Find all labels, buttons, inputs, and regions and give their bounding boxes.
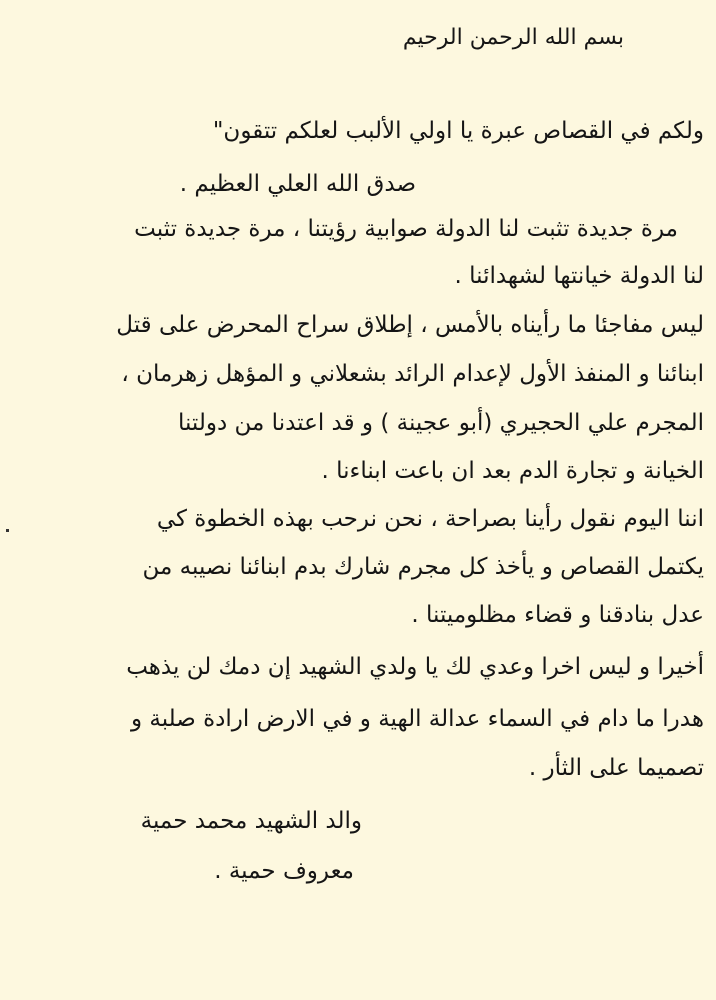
paragraph-4-line-1: أخيرا و ليس اخرا وعدي لك يا ولدي الشهيد إن دمك لن يذهب: [126, 654, 704, 680]
basmala-heading: بسم الله الرحمن الرحيم: [402, 25, 624, 50]
paragraph-3-line-1: اننا اليوم نقول رأينا بصراحة ، نحن نرحب بهذه الخطوة كي: [156, 506, 704, 532]
paragraph-4-line-2: هدرا ما دام في السماء عدالة الهية و في الارض ارادة صلبة و: [130, 706, 704, 732]
paragraph-2-line-2: ابنائنا و المنفذ الأول لإعدام الرائد بشعلاني و المؤهل زهرمان ،: [121, 361, 704, 387]
quran-quote-line: ولكم في القصاص عبرة يا اولي الألبب لعلكم تتقون": [212, 118, 704, 144]
paragraph-2-line-3: المجرم علي الحجيري (أبو عجينة ) و قد اعتدنا من دولتنا: [177, 410, 704, 436]
signature-title: والد الشهيد محمد حمية: [140, 808, 362, 834]
paragraph-4-line-3: تصميما على الثأر .: [528, 755, 704, 781]
paragraph-3-line-2: يكتمل القصاص و يأخذ كل مجرم شارك بدم ابنائنا نصيبه من: [142, 554, 704, 580]
stray-ink-mark: [6, 529, 9, 532]
quran-quote-closing: صدق الله العلي العظيم .: [179, 171, 416, 197]
paragraph-2-line-1: ليس مفاجئا ما رأيناه بالأمس ، إطلاق سراح المحرض على قتل: [116, 312, 704, 338]
signature-name: معروف حمية .: [214, 858, 354, 884]
paragraph-1-line-2: لنا الدولة خيانتها لشهدائنا .: [454, 263, 704, 289]
paragraph-1-line-1: مرة جديدة تثبت لنا الدولة صوابية رؤيتنا ، مرة جديدة تثبت: [134, 216, 678, 242]
paragraph-3-line-3: عدل بنادقنا و قضاء مظلوميتنا .: [411, 602, 704, 628]
paragraph-2-line-4: الخيانة و تجارة الدم بعد ان باعت ابناءنا .: [321, 458, 704, 484]
